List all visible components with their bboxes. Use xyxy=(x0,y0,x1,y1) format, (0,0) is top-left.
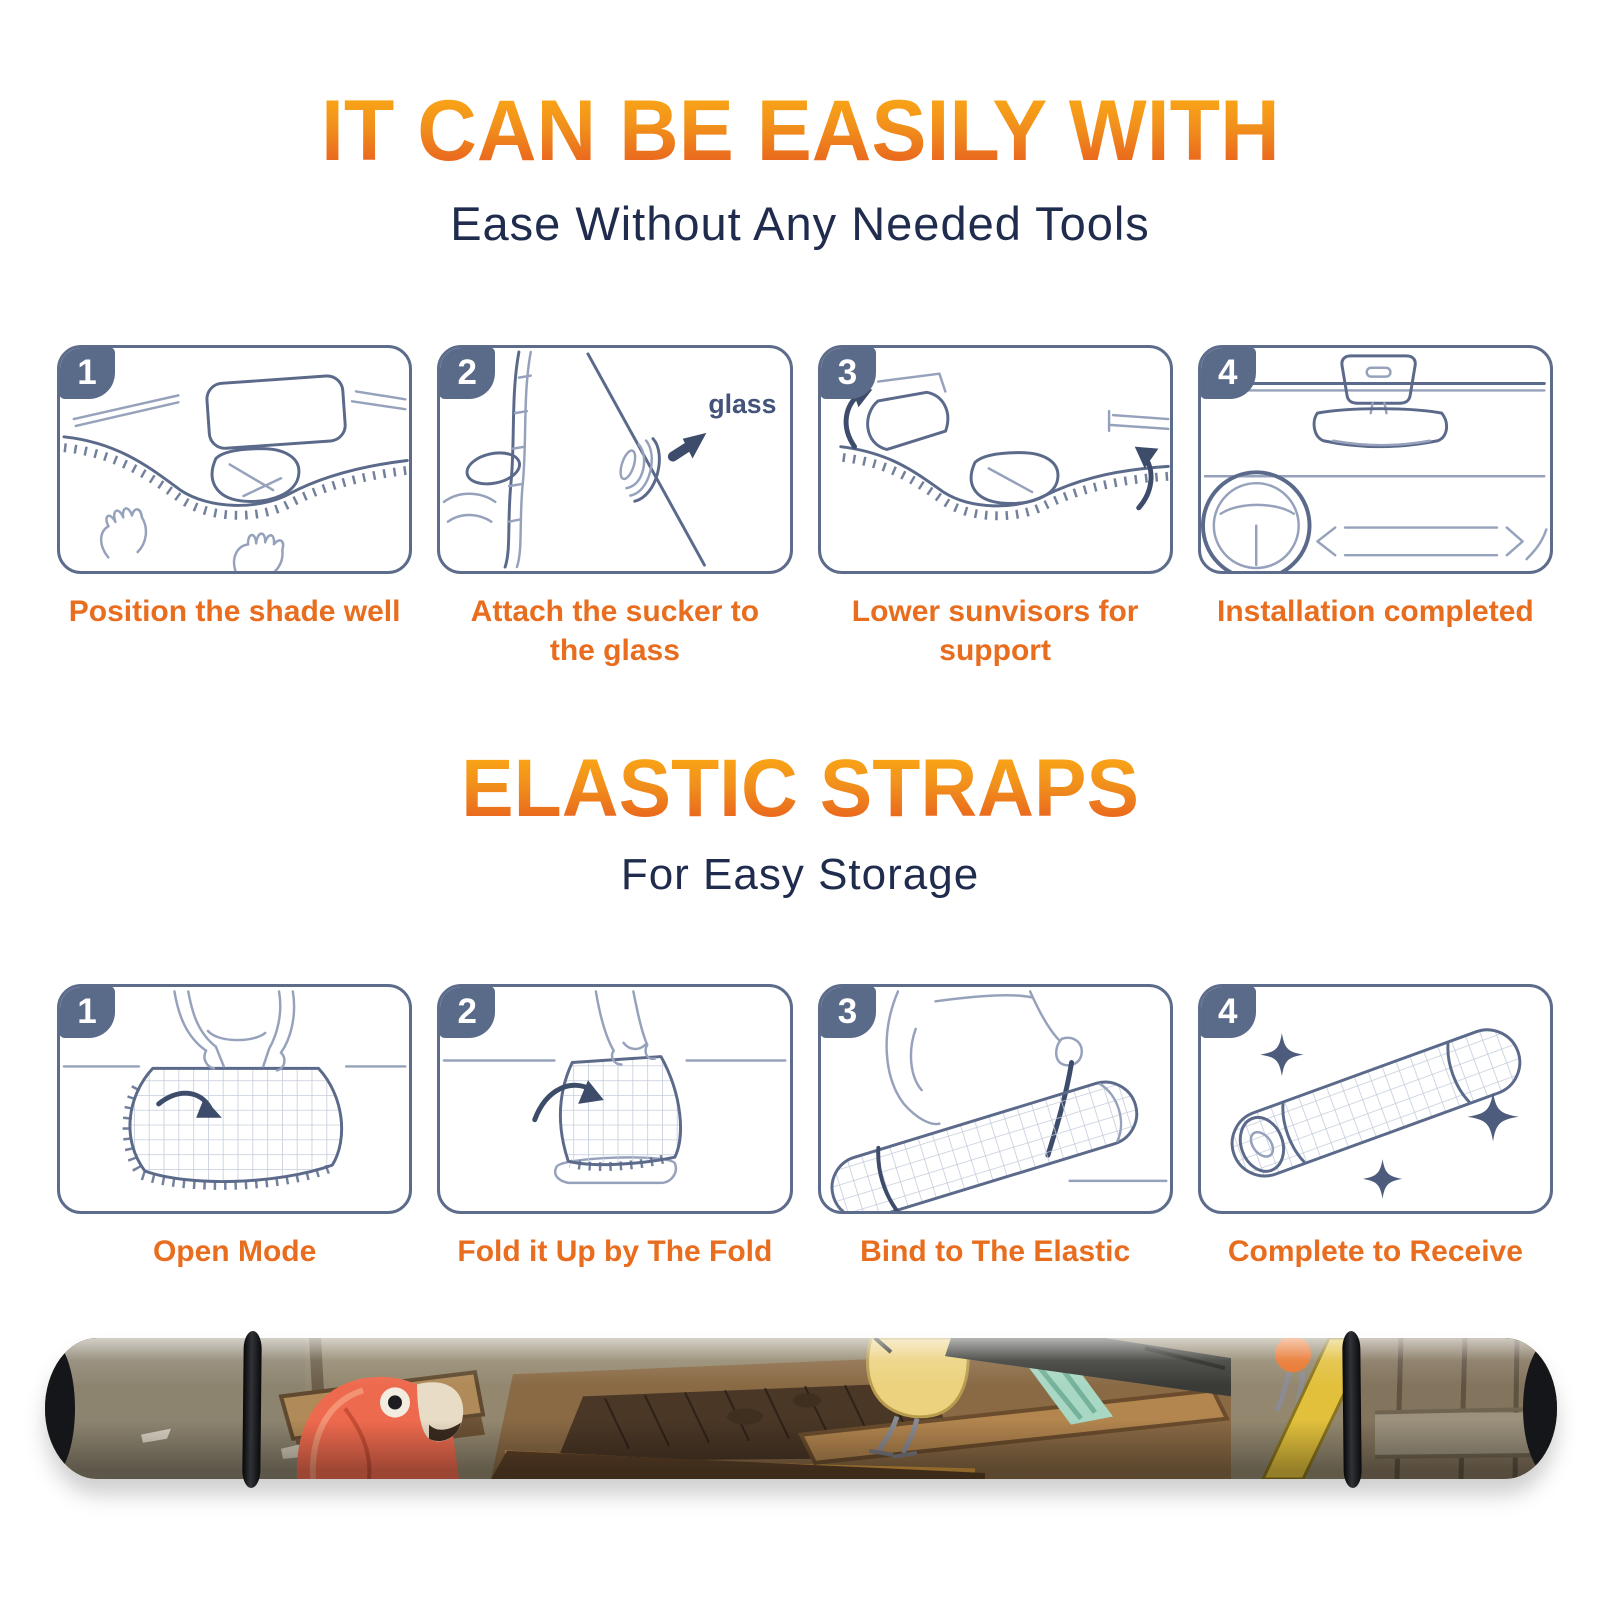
roll-artwork xyxy=(45,1338,1557,1479)
step-caption: Open Mode xyxy=(152,1235,317,1268)
storage-step-2 xyxy=(437,984,792,1271)
storage-subtitle: For Easy Storage xyxy=(620,850,980,899)
product-photo xyxy=(45,1338,1557,1479)
step-number-badge: 2 xyxy=(439,347,495,399)
install-step-3 xyxy=(818,345,1173,670)
storage-section-header xyxy=(0,743,1600,900)
step-number-badge: 4 xyxy=(1200,986,1256,1038)
storage-steps-row xyxy=(57,984,1553,1271)
step-panel xyxy=(1198,984,1553,1214)
elastic-strap-left xyxy=(242,1331,262,1488)
step-caption: Fold it Up by The Fold xyxy=(457,1235,773,1268)
install-section-header xyxy=(0,83,1600,251)
step-panel xyxy=(1198,345,1553,574)
step-panel xyxy=(57,984,412,1214)
step-panel xyxy=(437,345,792,574)
step-caption: Attach the sucker to the glass xyxy=(470,595,760,667)
sunshade-roll xyxy=(45,1338,1557,1479)
step-panel xyxy=(818,345,1173,574)
step-panel xyxy=(57,345,412,574)
install-step-4 xyxy=(1198,345,1553,670)
glass-label: glass xyxy=(708,389,777,420)
roll-endcap-right xyxy=(1523,1338,1557,1479)
install-steps-row xyxy=(57,345,1553,670)
step-caption: Complete to Receive xyxy=(1227,1235,1523,1268)
storage-title: ELASTIC STRAPS xyxy=(461,743,1139,834)
step-panel xyxy=(437,984,792,1214)
install-title: IT CAN BE EASILY WITH xyxy=(320,83,1280,179)
install-step-2 xyxy=(437,345,792,670)
step-number-badge: 4 xyxy=(1200,347,1256,399)
storage-step-3 xyxy=(818,984,1173,1271)
install-subtitle: Ease Without Any Needed Tools xyxy=(450,197,1150,250)
step-caption: Installation completed xyxy=(1217,595,1534,628)
step-number-badge: 1 xyxy=(59,986,115,1038)
storage-step-1 xyxy=(57,984,412,1271)
step-caption: Lower sunvisors for support xyxy=(851,595,1139,667)
step-number-badge: 2 xyxy=(439,986,495,1038)
elastic-strap-right xyxy=(1342,1331,1362,1488)
roll-endcap-left xyxy=(45,1338,75,1479)
step-caption: Position the shade well xyxy=(68,595,401,628)
step-panel xyxy=(818,984,1173,1214)
step-number-badge: 3 xyxy=(820,986,876,1038)
step-number-badge: 3 xyxy=(820,347,876,399)
step-caption: Bind to The Elastic xyxy=(860,1235,1131,1268)
install-step-1 xyxy=(57,345,412,670)
storage-step-4 xyxy=(1198,984,1553,1271)
step-number-badge: 1 xyxy=(59,347,115,399)
